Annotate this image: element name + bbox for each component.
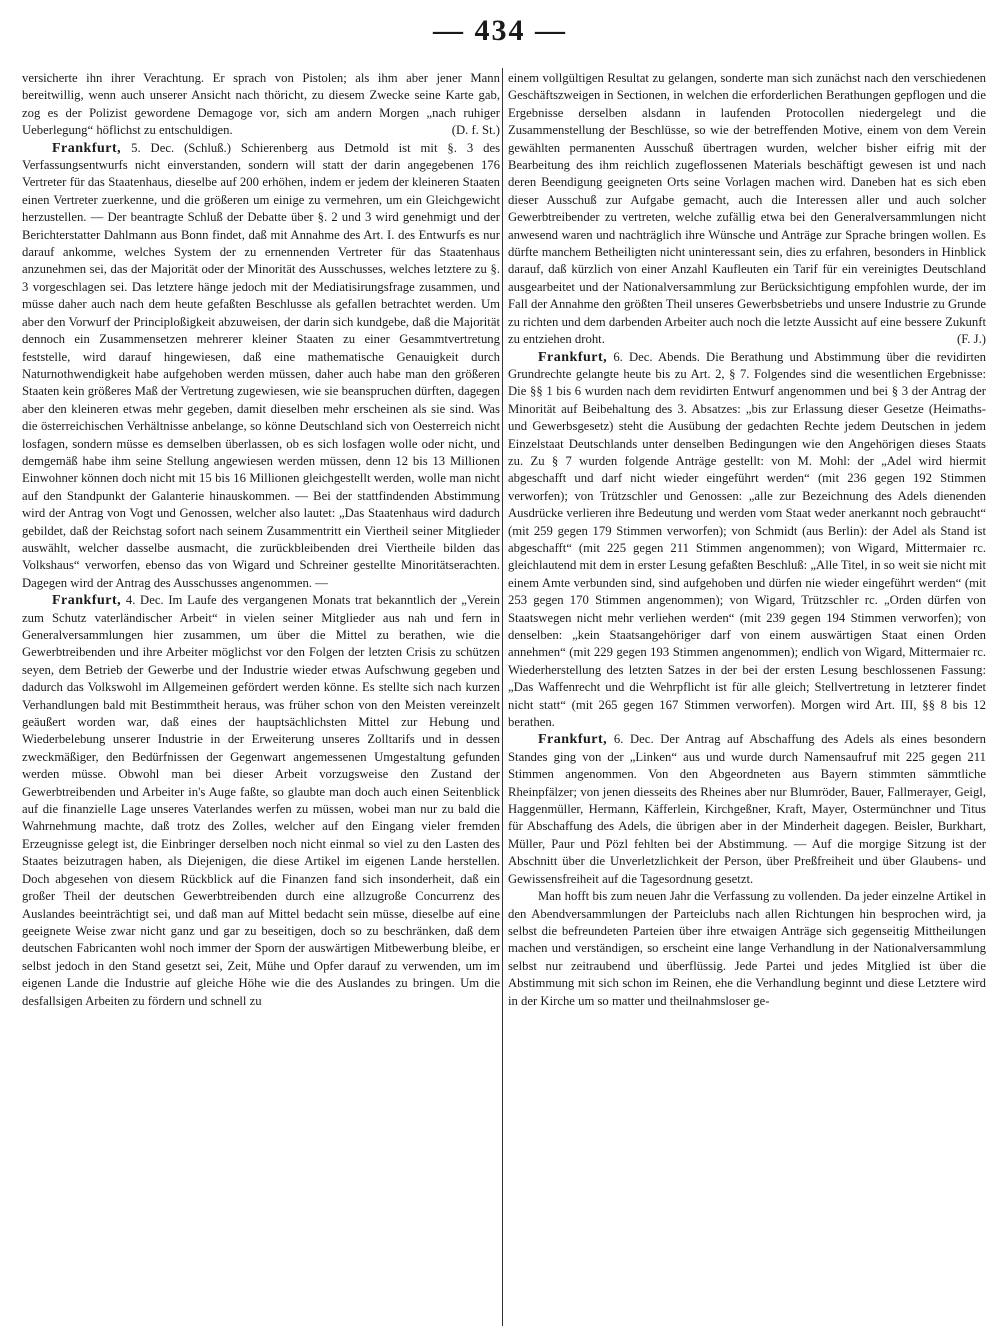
paragraph-text: 6. Dec. Abends. Die Berathung und Abstimmung über die revidirten Grundrechte gelangte heute bis zu Art. 2, § 7. Folgendes sind die wesentlichen Ergebnisse: Die §§ 1 bis 6 wurden nach dem revidirten Entwurf angenommen und bei § 3 der Antrag der Minorität auf Beibehaltung des 3. Absatzes: „bis zur Erlassung dieser Gesetze (Heimaths- und Gewerbsgesetz) steht die Ausübung der gedachten Rechte jedem Deutschen in jedem Einzelstaat Deutschlands unter denselben Bedingungen wie den Angehörigen dieses Staats zu. Zu § 7 wurden folgende Anträge gestellt: von M. Mohl: der „Adel wird hiermit abgeschafft und darf nicht wieder eingeführt werden“ (mit 236 gegen 192 Stimmen verworfen); von Trützschler und Genossen: „alle zur Bezeichnung des Adels dienenden Ausdrücke verlieren ihre Bedeutung und werden vom Staat weder anerkannt noch gebraucht“ (mit 259 gegen 179 Stimmen verworfen); von Schmidt (aus Berlin): der Adel als Stand ist abgeschafft“ (mit 225 gegen 211 Stimmen angenommen); von Wigard, Mittermaier rc. gleichlautend mit dem in erster Lesung gefaßten Beschluß: „Alle Titel, in so weit sie nicht mit einem Amte verbunden sind, sind aufgehoben und dürfen nie wieder eingeführt werden“ (mit 253 gegen 170 Stimmen angenommen); von Wigard, Trützschler rc. „Orden dürfen von Staatswegen nicht mehr verliehen werden“ (mit 239 gegen 194 Stimmen verworfen); von denselben: „kein Staatsangehöriger darf von einem auswärtigen Staat einen Orden annehmen“ (mit 229 gegen 193 Stimmen angenommen); endlich von Wigard, Mittermaier rc. Wiederherstellung des letzten Satzes in der bei der ersten Lesung beschlossenen Fassung: „Das Waffenrecht und die Wehrpflicht ist für alle gleich; Stellvertretung in letzterer findet nicht statt“ (mit 265 gegen 167 Stimmen verworfen). Morgen wird Art. III, §§ 8 bis 12 berathen.: [508, 349, 986, 730]
dateline: Frankfurt,: [538, 349, 608, 365]
paragraph-text: einem vollgültigen Resultat zu gelangen, sonderte man sich zunächst nach den verschiedenen Geschäftszweigen in Sectionen, in welchen die erforderlichen Berathungen gepflogen und die Ergebnisse derselben alsdann in laufenden Protocollen niedergelegt und die Zusammenstellung der Beschlüsse, so wie der betreffenden Motive, einem von dem Verein gewählten permanenten Ausschuß übertragen wurden, welcher bisher eifrig mit der Bearbeitung des ihm reichlich zugeflossenen Materials beschäftigt gewesen ist und nach deren Beendigung geeigneten Orts seine Vorlagen machen wird. Daneben hat es sich eben dieser Ausschuß zur Aufgabe gemacht, auch die Interessen aller und auch solcher Gewerbtreibender zu vertreten, welche zufällig etwa bei den Generalversammlungen nicht anwesend waren und nachträglich ihre Wünsche und Anträge zur Sprache bringen wollen. Es dürfte manchem Betheiligten nicht uninteressant sein, dies zu erfahren, besonders in Hinblick darauf, daß kürzlich von einer Anzahl Kaufleuten ein Tarif für ein vereinigtes Deutschland ausgearbeitet und der Nationalversammlung zur Berücksichtigung empfohlen wurde, der im Fall der Annahme den größten Theil unseres Gewerbsbetriebs und unsere Industrie zu Grunde zu richten und dem darbenden Arbeiter auch noch die letzte Aussicht auf eine bessere Zukunft zu entziehen droht.: [508, 71, 986, 347]
paragraph-text: 6. Dec. Der Antrag auf Abschaffung des Adels als eines besondern Standes ging von der „Linken“ aus und wurde durch Namensaufruf mit 225 gegen 211 Stimmen angenommen. Von den Abgeordneten aus Bayern stimmten sämmtliche Rheinpfälzer; von jenen diesseits des Rheines aber nur Blumröder, Bauer, Fallmerayer, Geigl, Haggenmüller, Hermann, Käfferlein, Kirchgeßner, Kraft, Mayer, Ostermünchner und Titus für Abschaffung des Adels, die übrigen aber in der Minderheit dagegen. Beisler, Burkhart, Müller, Paur und Pözl fehlten bei der Abstimmung. — Auf die morgige Sitzung ist der Abschnitt über die Unverletzlichkeit der Person, über Preßfreiheit und über Glaubens- und Gewissensfreiheit auf die Tagesordnung gesetzt.: [508, 732, 986, 886]
paragraph-text: versicherte ihn ihrer Verachtung. Er sprach von Pistolen; als ihm aber jener Mann bereitwillig, wenn auch unserer Ansicht nach thöricht, zu diesem Zwecke seine Karte gab, zog es der Polizist gewordene Demagoge vor, sich am andern Morgen „nach ruhiger Ueberlegung“ höflichst zu entschuldigen.: [22, 71, 500, 138]
dateline: Frankfurt,: [52, 140, 122, 156]
paragraph-text: 5. Dec. (Schluß.) Schierenberg aus Detmold ist mit §. 3 des Verfassungsentwurfs nicht einverstanden, sondern will statt der darin angegebenen 176 Vertreter für das Staatenhaus, dieselbe auf 200 erhöhen, indem er jedem der kleineren Staaten einen Vertreter zuerkenne, und die größeren um einige zu vermehren, um ein Gleichgewicht herzustellen. — Der beantragte Schluß der Debatte über §. 2 und 3 wird genehmigt und der Berichterstatter Dahlmann aus Bonn findet, daß mit Annahme des Art. I. des Entwurfs es nur darauf ankomme, welches System der zu ernennenden Vertreter für das Staatenhaus anzunehmen sei, das der Majorität oder der Minorität des Ausschusses, welches letztere zu §. 3 vorgeschlagen sei. Das letztere hänge jedoch mit der Mediatisirungsfrage zusammen, und müsse daher auch nach dem heute gefaßten Beschlusse als gefallen betrachtet werden. Um aber den Vorwurf der Principloßigkeit abzuweisen, der darin sich kundgebe, daß die Majorität dennoch ein Zusammensetzen mehrerer kleiner Staaten zu einer Gesammtvertretung feststelle, wird darauf hingewiesen, daß eine mathematische Genauigkeit durch Naturnothwendigkeit habe aufgehoben werden müssen, daher auch habe man den größeren Staaten kein größeres Maß der Vertretung zugewiesen, wie sie beanspruchen dürften, dagegen aber den kleineren etwas mehr gegeben, damit dieselben mehr erscheinen als sie sind. Was die österreichischen Verhältnisse anbelange, so könne Deutschland sich von Oesterreich nicht losfagen, sondern müsse es demselben überlassen, ob es sich losfagen wolle oder nicht, und demgemäß habe ihm seine Stellung angewiesen werden müssen, denn 12 bis 13 Millionen Einwohner können doch nicht mit 15 bis 16 Millionen gleichgestellt werden, wolle man nicht auf den Standpunkt der Galanterie hinauskommen. — Bei der stattfindenden Abstimmung wird der Antrag von Vogt und Genossen, welcher also lautet: „Das Staatenhaus wird dadurch gebildet, daß der Reichstag sofort nach seinem Zusammentritt ein Viertheil seiner Mitglieder auswählt, welcher dasselbe ausmacht, die zurückbleibenden drei Viertheile bilden das Volkshaus“ verworfen, ebenso das von Wigard und Schreiner gestellte Minoritätserachten. Dagegen wird der Antrag des Ausschusses angenommen. —: [22, 140, 500, 590]
page-number: — 434 —: [433, 14, 567, 47]
dateline: Frankfurt,: [52, 593, 122, 609]
paragraph-text: 4. Dec. Im Laufe des vergangenen Monats trat bekanntlich der „Verein zum Schutz vaterländischer Arbeit“ in vielen seiner Mitglieder aus nah und fern in Generalversammlungen hier zusammen, um über die Mittel zu berathen, wie die Gewerbtreibenden und ihre Arbeiter möglichst vor den Folgen der letzten Crisis zu schützen seyen, dem Betrieb der Gewerbe und der Industrie wieder etwas Aufschwung gegeben und dadurch das Volkswohl im Allgemeinen gefördert werden könne. Es stellte sich nach kurzen Verhandlungen bald mit Bestimmtheit heraus, was früher schon von den Meisten vereinzelt geäußert worden war, daß eines der hauptsächlichsten Mittel zur Hebung und Wiederbelebung unserer Industrie in der Erweiterung unseres Zolltarifs und in dessen zweckmäßiger, den Bedürfnissen der Gegenwart angemessenen Umgestaltung gefunden werden müsse. Obwohl man bei dieser Arbeit vorzugsweise den Zustand der Gewerbtreibenden und Arbeiter in's Auge faßte, so glaubte man doch auch einen Seitenblick auf die finanzielle Lage unseres Vaterlandes werfen zu müssen, wobei man nur zu bald die Wahrnehmung machte, daß trotz des Zolles, welcher auf den Eingang vieler fremden Erzeugnisse gelegt ist, die Einbringer derselben noch nicht einmal so viel zu den Lasten des Staates beizutragen haben, als Diejenigen, die diese Artikel im eigenen Lande herstellen. Doch abgesehen von diesem Rückblick auf die Finanzen fand sich insonderheit, daß ein großer Theil der deutschen Gewerbtreibenden durch eine allzugroße Concurrenz des Auslandes beeinträchtigt sei, und daß man auf Mittel bedacht sein müsse, dieselbe auf eine geeignete Weise zwar nicht ganz und gar zu beseitigen, doch so zu beschränken, daß dem deutschen Fabricanten wohl noch immer der Sporn der auswärtigen Mitbewerbung bleibe, er selbst jedoch in den Stand gesetzt sei, Zeit, Mühe und Opfer darauf zu verwenden, um im eigenen Lande die Industrie auf gleiche Höhe wie die des Auslandes zu bringen. Um die desfallsigen Arbeiten zu fördern und schnell zu: [22, 593, 500, 1008]
article-paragraph: [508, 70, 986, 349]
dateline: Frankfurt,: [538, 732, 608, 748]
right-column: [508, 70, 986, 1326]
article-paragraph: [508, 888, 986, 1010]
article-paragraph: [22, 140, 500, 593]
left-column: [22, 70, 500, 1326]
source-note: (D. f. St.): [451, 123, 500, 138]
column-divider: [502, 68, 503, 1326]
article-paragraph: [22, 592, 500, 1010]
paragraph-text: Man hofft bis zum neuen Jahr die Verfassung zu vollenden. Da jeder einzelne Artikel in den Abendversammlungen der Parteiclubs nach allen Richtungen hin besprochen wird, ja selbst die befreundeten Parteien über ihre etwaigen Anträge sich gegenseitig Mittheilungen machen und verständigen, so erscheint eine lange Verhandlung in der Nationalversammlung selbst nur zeitraubend und überflüssig. Jede Partei und jedes Mitglied ist über die Abstimmung mit sich schon im Reinen, ehe die Verhandlung beginnt und diese Letztere wird in der Kirche um so matter und theilnahmsloser ge-: [508, 889, 986, 1008]
source-note: (F. J.): [957, 332, 986, 347]
article-paragraph: [22, 70, 500, 140]
article-paragraph: [508, 731, 986, 888]
article-paragraph: [508, 349, 986, 732]
